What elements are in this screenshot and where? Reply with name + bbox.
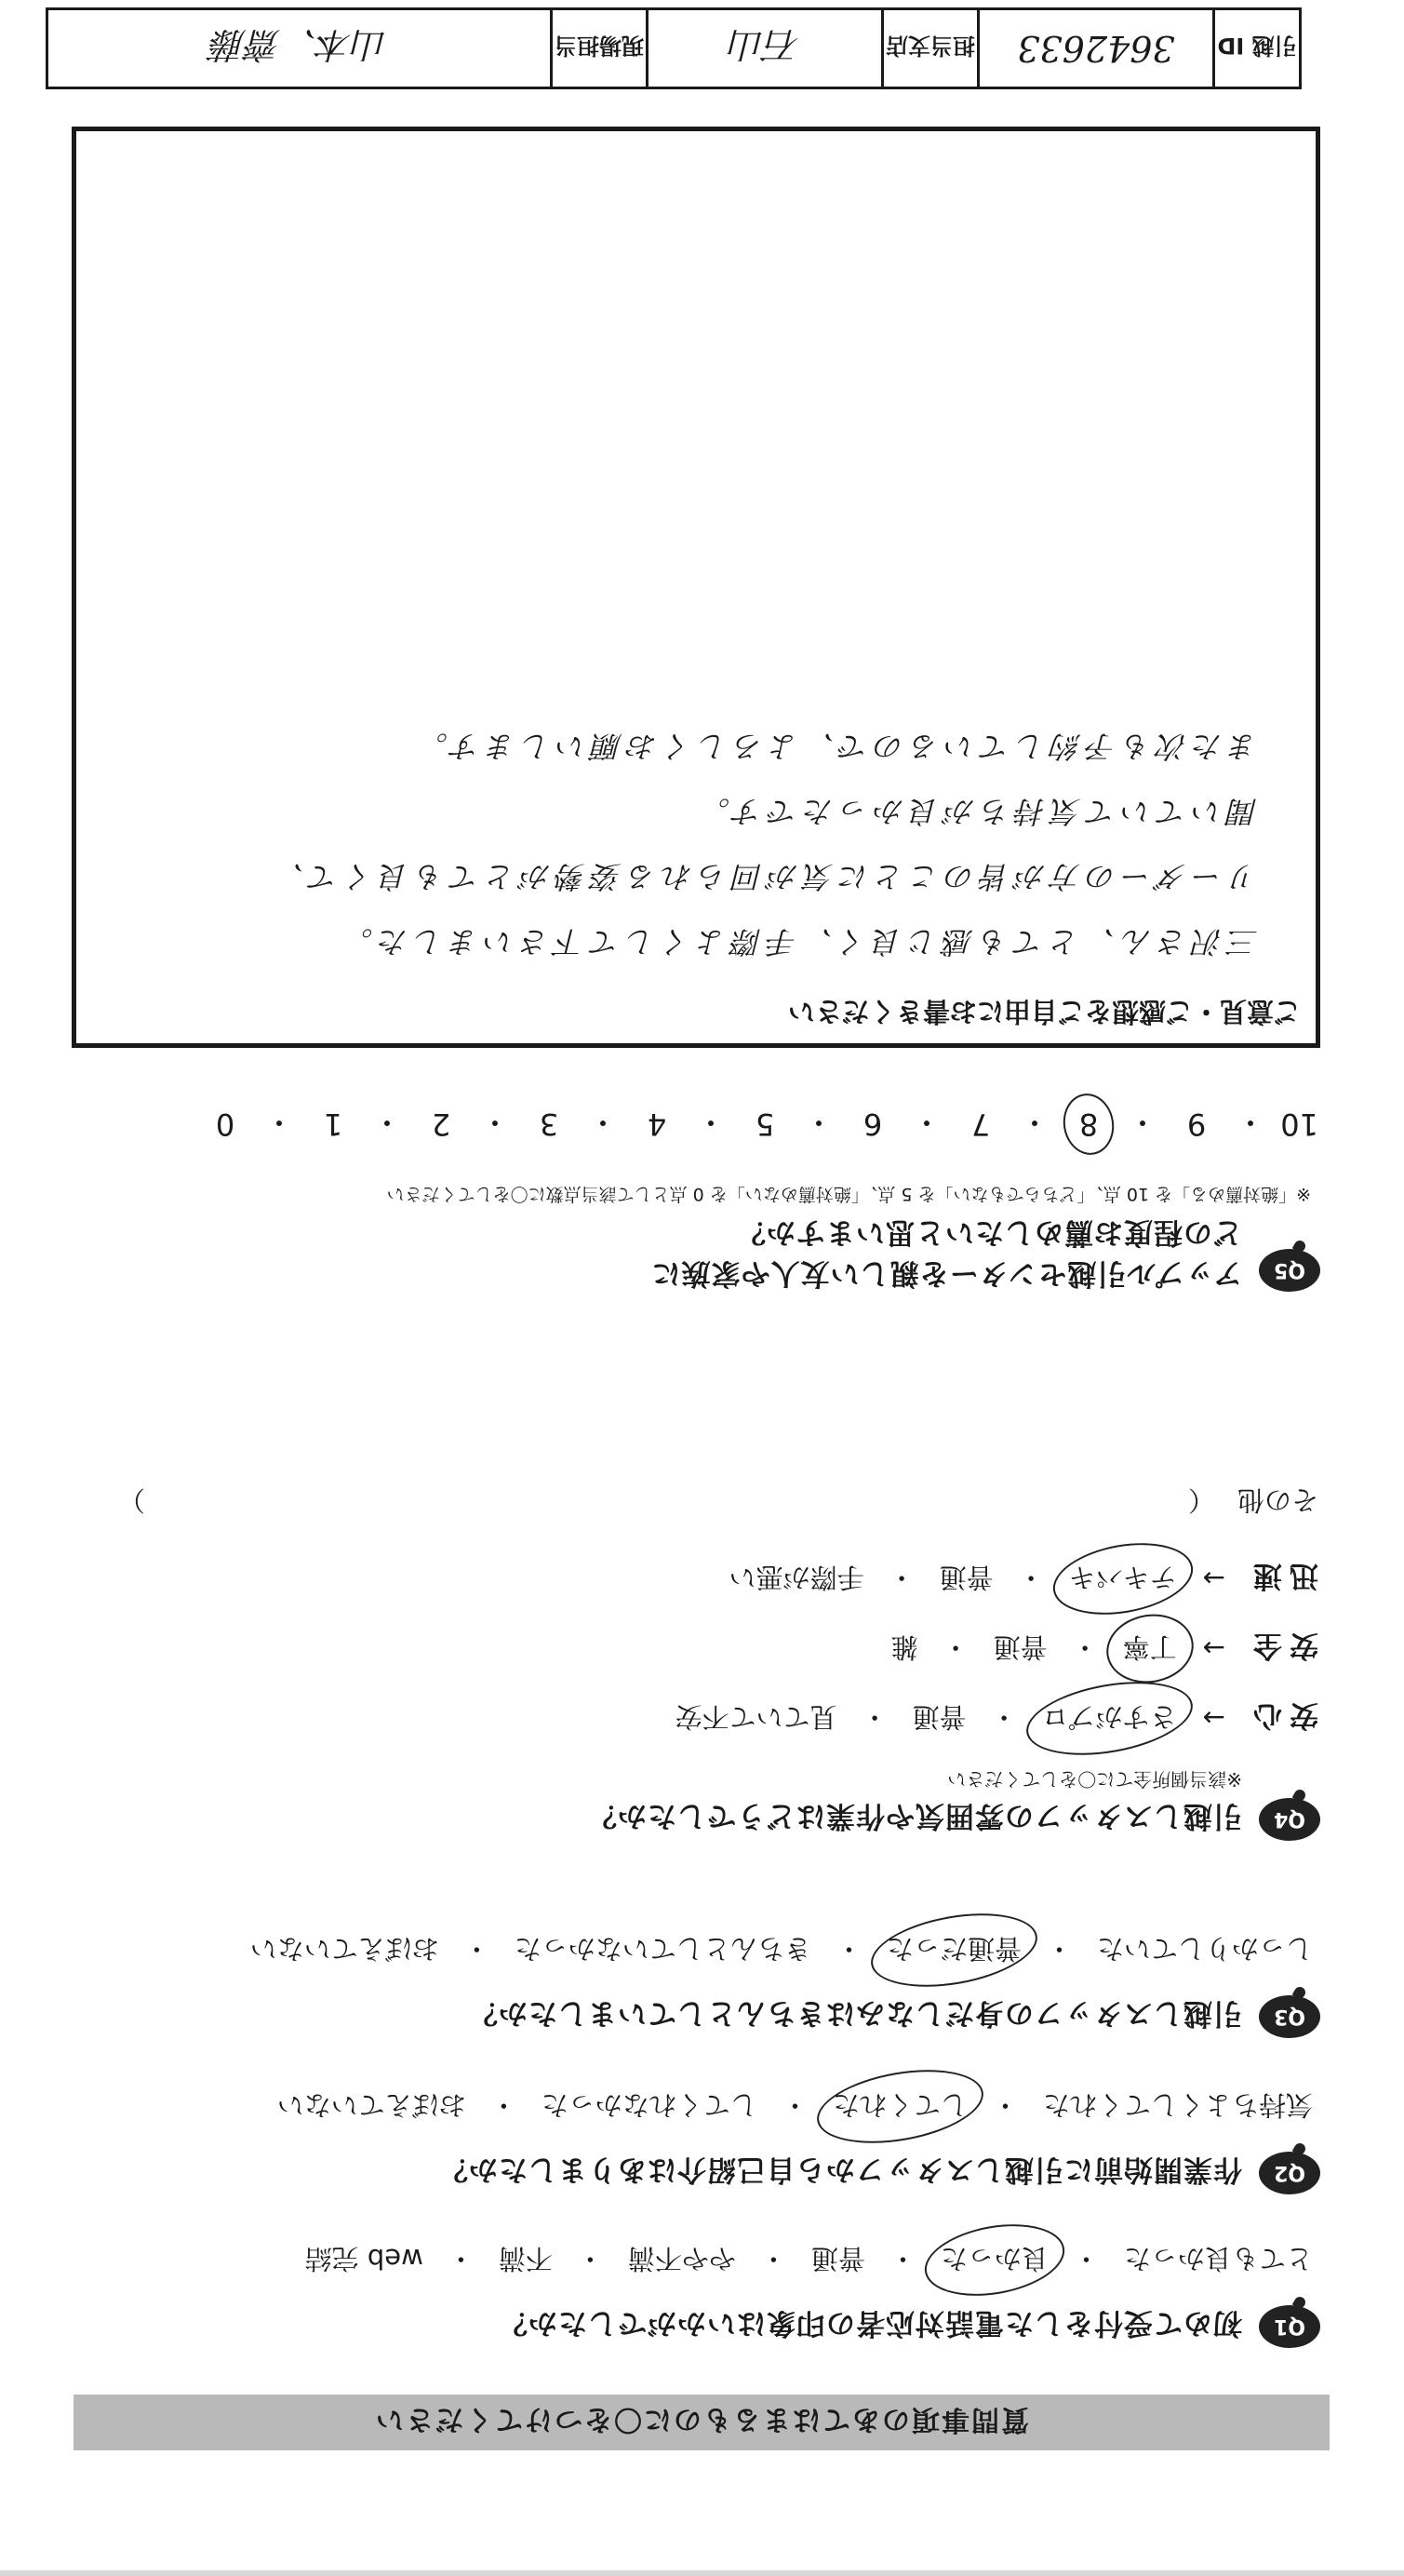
- separator-dot: ・: [861, 1701, 889, 1733]
- q4-option[interactable]: 普通: [939, 1562, 994, 1593]
- q2-option[interactable]: してくれなかった: [541, 2089, 757, 2121]
- q1-option[interactable]: web 完結: [304, 2243, 423, 2274]
- q2-badge: Q2: [1259, 2152, 1320, 2194]
- q4-other-open: （: [1187, 1484, 1215, 1516]
- q5-score[interactable]: 4: [647, 1107, 667, 1142]
- staff-label: 現場担当: [550, 10, 646, 87]
- q5-score[interactable]: 6: [862, 1107, 883, 1142]
- q4-badge: Q4: [1259, 1798, 1320, 1841]
- q4-row-label: 安全: [1246, 1629, 1318, 1662]
- q1-text: 初めて受付をした電話対応者の印象はいかがでしたか？: [498, 2306, 1242, 2341]
- comment-line: 聞いていて気持ちが良かったです。: [694, 794, 1258, 829]
- separator-dot: ・: [759, 2243, 787, 2274]
- q5-score[interactable]: 3: [539, 1107, 559, 1142]
- q5-score[interactable]: 10: [1280, 1107, 1318, 1142]
- q4-row-label: 迅速: [1246, 1559, 1318, 1592]
- q1-option[interactable]: やや不満: [627, 2243, 736, 2274]
- q5-text: [651, 1212, 1242, 1294]
- separator-dot: ・: [990, 1701, 1018, 1733]
- separator-dot: ・: [781, 2089, 809, 2121]
- q4-option-selected[interactable]: テキパキ: [1063, 1558, 1183, 1600]
- separator-dot: ・: [696, 1105, 727, 1140]
- question-2: [92, 2086, 1320, 2194]
- q5-scale: [92, 1103, 1318, 1146]
- separator-dot: ・: [1071, 1631, 1099, 1663]
- q5-score[interactable]: 2: [431, 1107, 451, 1142]
- separator-dot: ・: [835, 1933, 862, 1965]
- comment-title: ご意見・ご感想をご自由にお書きください: [787, 996, 1301, 1027]
- q5-text-line-1: アップル引越センターを親しい友人や家族に: [650, 1256, 1242, 1290]
- q1-badge: Q1: [1259, 2305, 1320, 2348]
- q3-badge: Q3: [1259, 1995, 1320, 2038]
- q2-option-selected[interactable]: してくれた: [827, 2086, 973, 2127]
- branch-value: 石山: [646, 10, 881, 87]
- q3-option[interactable]: おぼえていない: [249, 1933, 439, 1965]
- q4-other-label: その他: [1237, 1484, 1318, 1516]
- comment-box[interactable]: [72, 127, 1320, 1048]
- question-3: [92, 1929, 1320, 2038]
- q2-option[interactable]: おぼえていない: [276, 2089, 466, 2121]
- scan-edge-top: [0, 2570, 1404, 2576]
- separator-dot: ・: [1017, 1562, 1045, 1593]
- separator-dot: ・: [1045, 1933, 1073, 1965]
- separator-dot: ・: [888, 1562, 916, 1593]
- q1-options: [92, 2239, 1318, 2281]
- q5-score[interactable]: 7: [970, 1107, 991, 1142]
- separator-dot: ・: [1236, 1105, 1266, 1140]
- q3-text: 引越しスタッフの身だしなみはきちんとしていましたか？: [468, 1996, 1242, 2031]
- separator-dot: ・: [889, 2243, 916, 2274]
- q3-option-selected[interactable]: 普通だった: [881, 1929, 1027, 1971]
- q3-option[interactable]: きちんとしていなかった: [514, 1933, 811, 1965]
- arrow-right-icon: →: [1202, 1563, 1225, 1595]
- separator-dot: ・: [1128, 1105, 1158, 1140]
- q4-row-jinsoku: [92, 1558, 1318, 1600]
- admin-table: [46, 7, 1302, 89]
- staff-value: 山本、齋藤: [210, 24, 388, 66]
- separator-dot: ・: [912, 1105, 943, 1140]
- q3-options: [92, 1929, 1318, 1971]
- separator-dot: ・: [804, 1105, 835, 1140]
- question-1: [92, 2239, 1320, 2348]
- q4-option[interactable]: 雑: [890, 1631, 918, 1663]
- move-id-label: 引越 ID: [1212, 10, 1299, 87]
- q4-note: ※該当個所全てに〇をしてください: [947, 1768, 1242, 1791]
- q5-score-selected[interactable]: 8: [1075, 1107, 1103, 1142]
- move-id-value: 3642633: [977, 10, 1212, 87]
- separator-dot: ・: [1072, 2243, 1100, 2274]
- q4-option-selected[interactable]: 丁寧: [1117, 1628, 1183, 1670]
- arrow-right-icon: →: [1202, 1702, 1225, 1735]
- separator-dot: ・: [447, 2243, 475, 2274]
- q4-other-row: [118, 1483, 1318, 1521]
- q5-score[interactable]: 0: [215, 1107, 235, 1142]
- q4-row-anzen: [92, 1628, 1318, 1670]
- q3-option[interactable]: しっかりしていた: [1096, 1933, 1313, 1965]
- q2-text: 作業開始前に引越しスタッフから自己紹介はありましたか？: [438, 2153, 1242, 2187]
- q5-score[interactable]: 1: [323, 1107, 343, 1142]
- comment-line: リーダーの方が皆のことに気が回られる姿勢がとても良くて、: [268, 859, 1258, 894]
- q4-option[interactable]: 普通: [993, 1631, 1048, 1663]
- question-5: [92, 1103, 1320, 1294]
- q4-option[interactable]: 手際が悪い: [729, 1562, 864, 1593]
- q2-options: [92, 2086, 1318, 2127]
- q4-option[interactable]: 見ていて不安: [675, 1701, 837, 1733]
- comment-text: [123, 714, 1258, 974]
- separator-dot: ・: [991, 2089, 1019, 2121]
- separator-dot: ・: [1020, 1105, 1050, 1140]
- q4-other-close: ）: [118, 1484, 146, 1516]
- comment-line: 三沢さん、とても感じ良く、手際よくして下さいました。: [337, 924, 1258, 959]
- q5-score[interactable]: 9: [1186, 1107, 1207, 1142]
- q4-row-anshin: [92, 1697, 1318, 1739]
- separator-dot: ・: [462, 1933, 490, 1965]
- q5-score[interactable]: 5: [755, 1107, 775, 1142]
- q4-option-selected[interactable]: さすがプロ: [1036, 1697, 1183, 1739]
- separator-dot: ・: [489, 2089, 517, 2121]
- comment-line: また次も予約しているので、よろしくお願いします。: [412, 729, 1258, 764]
- branch-label: 担当支店: [881, 10, 977, 87]
- q1-option[interactable]: とても良かった: [1123, 2243, 1313, 2274]
- q5-badge: Q5: [1259, 1249, 1320, 1292]
- q5-note: ※「絶対薦める」を 10 点、「どちらでもない」を 5 点、「絶対薦めない」を 0 点として該当点数に〇をしてください: [386, 1184, 1311, 1204]
- q2-option[interactable]: 気持ちよくしてくれた: [1042, 2089, 1313, 2121]
- q1-option-selected[interactable]: 良かった: [935, 2239, 1054, 2281]
- separator-dot: ・: [588, 1105, 619, 1140]
- q5-text-line-2: どの程度お薦めしたいと思いますか？: [736, 1215, 1242, 1249]
- q4-option[interactable]: 普通: [912, 1701, 967, 1733]
- separator-dot: ・: [942, 1631, 969, 1663]
- separator-dot: ・: [264, 1105, 295, 1140]
- question-4: [92, 1483, 1320, 1841]
- separator-dot: ・: [576, 2243, 604, 2274]
- q1-option[interactable]: 不満: [498, 2243, 553, 2274]
- arrow-right-icon: →: [1202, 1632, 1225, 1665]
- q4-text: 引越しスタッフの雰囲気や作業はどうでしたか？: [587, 1799, 1242, 1833]
- survey-header: 質問事項のあてはまるものに〇をつけてください: [74, 2395, 1330, 2450]
- q4-row-label: 安心: [1246, 1698, 1318, 1732]
- q1-option[interactable]: 普通: [810, 2243, 865, 2274]
- separator-dot: ・: [480, 1105, 511, 1140]
- separator-dot: ・: [372, 1105, 403, 1140]
